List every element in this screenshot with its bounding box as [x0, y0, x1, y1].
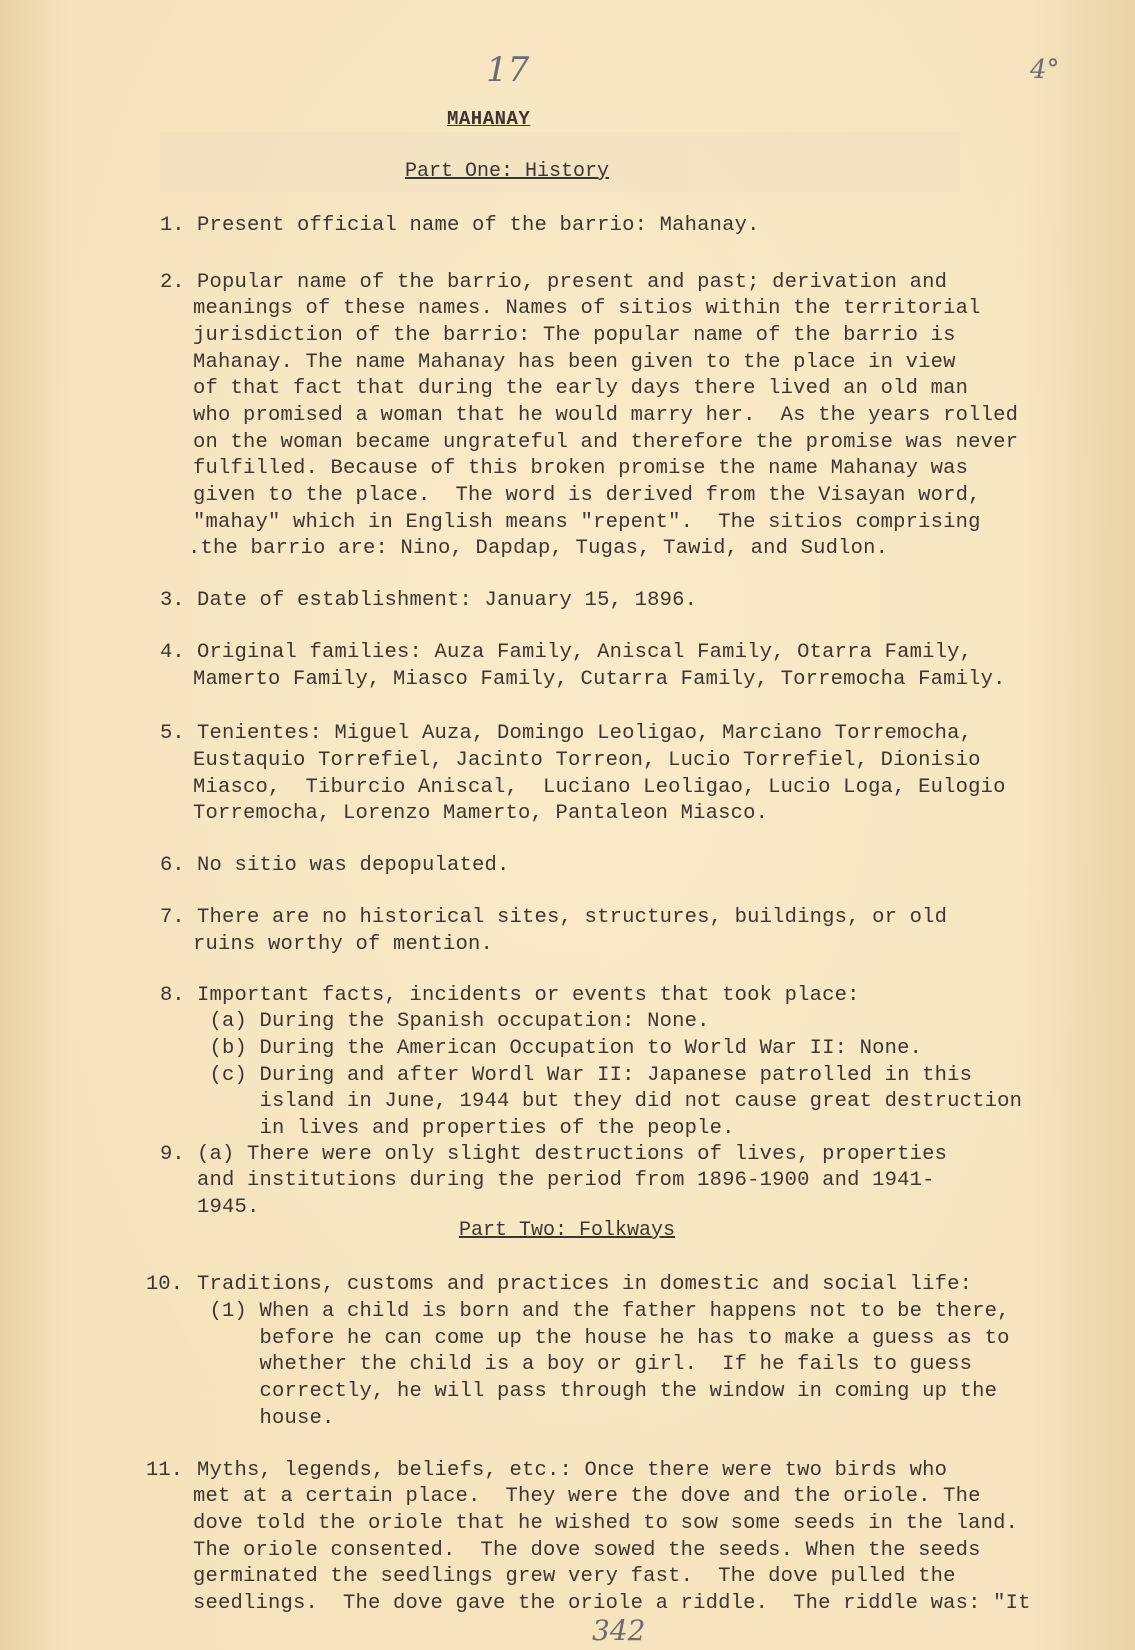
- section-heading-history: Part One: History: [405, 160, 610, 183]
- item-number: 4.: [160, 641, 185, 664]
- item-number: 1.: [160, 214, 185, 237]
- item-number: 9.: [160, 1143, 185, 1166]
- section-heading-folkways: Part Two: Folkways: [459, 1219, 676, 1242]
- item-number: 7.: [160, 906, 185, 929]
- item-number: 10.: [146, 1273, 183, 1296]
- handwritten-folio-number: 17: [486, 50, 530, 90]
- item-6-text: No sitio was depopulated.: [197, 854, 510, 877]
- item-number: 11.: [146, 1459, 183, 1482]
- item-number: 2.: [160, 271, 185, 294]
- item-number: 8.: [160, 984, 185, 1007]
- item-1-text: Present official name of the barrio: Mahanay.: [197, 214, 760, 237]
- item-3-text: Date of establishment: January 15, 1896.: [197, 589, 698, 612]
- item-number: 5.: [160, 722, 185, 745]
- document-title: MAHANAY: [447, 108, 531, 130]
- document-page: 17 4° MAHANAY Part One: History 1. Present official name of the barrio: Mahanay. 2. Popular name of the barrio, present and past; derivation and meanings of these names. Names of sitios within the territorial jurisdiction of the barrio: The popular name of the barrio is Mahanay. The name Mahanay has been given to the place in view of that fact that during the early days there lived an old man who promised a woman that he would marry her. As the years rolled on the woman became ungrateful and therefore the promise was never fulfilled. Because of this broken promise the name Mahanay was given to the place. The word is derived from the Visayan word, "mahay" which in English means "repent". The sitios comprising .the barrio are: Nino, Dapdap, Tugas, Tawid, and Sudlon. 3. Date of establishment: January 15, 1896. 4. Original families: Auza Family, Aniscal Family, Otarra Family, Mamerto Family, Miasco Family, Cutarra Family, Torremocha Family. 5. Tenientes: Miguel Auza, Domingo Leoligao, Marciano Torremocha, Eustaquio Torrefiel, Jacinto Torreon, Lucio Torrefiel, Dionisio Miasco, Tiburcio Aniscal, Luciano Leoligao, Lucio Loga, Eulogio Torremocha, Lorenzo Mamerto, Pantaleon Miasco. 6. No sitio was depopulated. 7. There are no historical sites, structures, buildings, or old ruins worthy of mention. 8. Important facts, incidents or events that took place: (a) During the Spanish occupation: None. (b) During the American Occupation to World War II: None. (c) During and after Wordl War II: Japanese patrolled in this island in June, 1944 but they did not cause great destruction in lives and properties of the people. 9. (a) There were only slight destructions of lives, properties and institutions during the period from 1896-1900 and 1941- 1945. Part Two: Folkways 10. Traditions, customs and practices in domestic and social life: (1) When a child is born and the father happens not to be there, before he can come up the house he has to make a guess as to whether the child is a boy or girl. If he fails to guess correctly, he will pass through the window in coming up the house. 11. Myths, legends, beliefs, etc.: Once there were two birds who met at a certain place. They were the dove and the oriole. The dove told the oriole that he wished to sow some seeds in the land. The oriole consented. The dove sowed the seeds. When the seeds germinated the seedlings grew very fast. The dove pulled the seedlings. The dove gave the oriole a riddle. The riddle was: "It 342: [0, 0, 1135, 1650]
- handwritten-page-number: 342: [592, 1614, 646, 1647]
- item-number: 3.: [160, 589, 185, 612]
- handwritten-page-mark: 4°: [1030, 55, 1060, 85]
- item-number: 6.: [160, 854, 185, 877]
